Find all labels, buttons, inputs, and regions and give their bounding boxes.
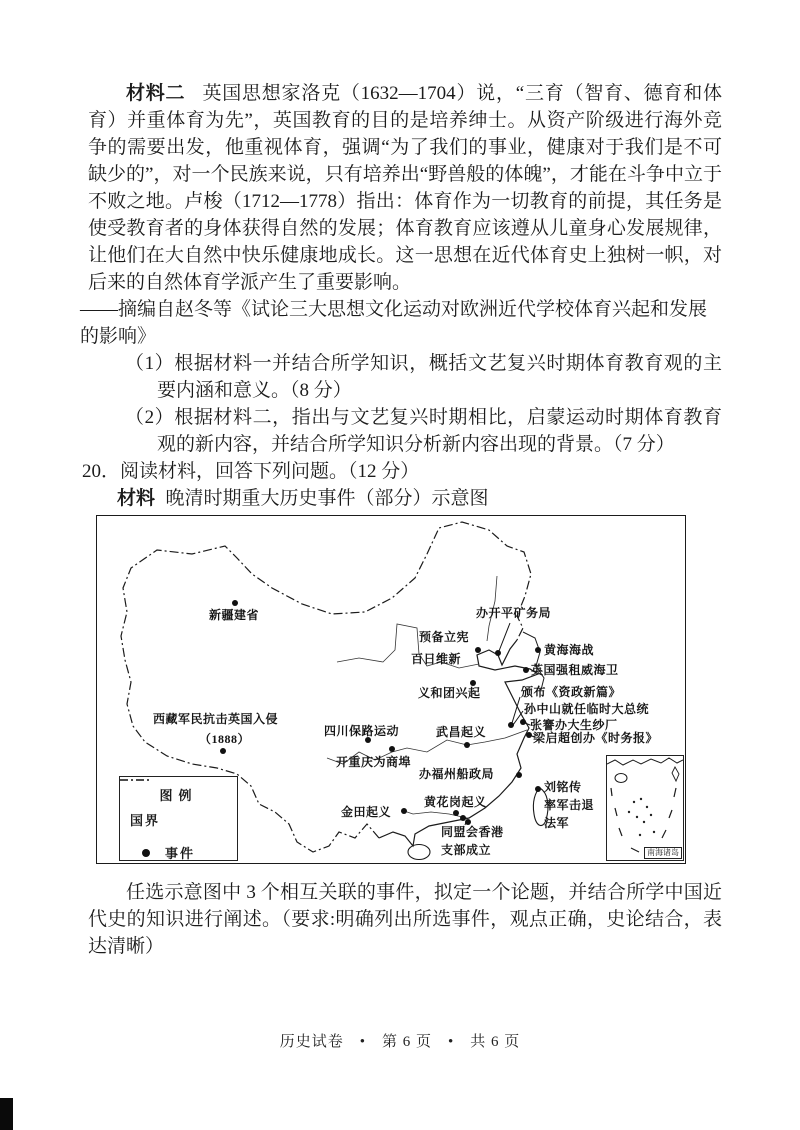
page-footer: 历史试卷 • 第 6 页 • 共 6 页 <box>279 1034 521 1050</box>
event-dot <box>464 742 470 748</box>
event-dot <box>232 600 238 606</box>
event-dot <box>460 815 466 821</box>
question-2-text: 根据材料二，指出与文艺复兴时期相比，启蒙运动时期体育教育观的新内容，并结合所学知识分析新内容出现的背景。（7 分） <box>157 407 722 455</box>
material2-paragraph <box>88 80 722 296</box>
question-1-text: 根据材料一并结合所学知识，概括文艺复兴时期体育教育观的主要内涵和意义。（8 分） <box>157 353 722 401</box>
legend-title: 图例 <box>159 788 198 803</box>
question-2 <box>88 404 722 458</box>
map-event-label: 新疆建省 <box>209 608 260 622</box>
map-event-label: 张謇办大生纱厂 <box>530 718 618 732</box>
event-dot <box>535 786 541 792</box>
china-map-figure <box>96 515 686 864</box>
event-dot <box>495 650 501 656</box>
question-1 <box>88 350 722 404</box>
inset-map-svg <box>607 756 683 859</box>
event-dot <box>220 748 226 754</box>
legend-boundary-row <box>130 810 237 829</box>
map-caption <box>88 485 722 512</box>
leader-line <box>499 623 510 651</box>
map-event-label: 办福州船政局 <box>419 767 495 781</box>
map-event-label: 西藏军民抗击英国入侵 <box>153 712 279 726</box>
hainan-island <box>408 845 430 860</box>
map-caption-text: 晚清时期重大历史事件（部分）示意图 <box>165 488 489 509</box>
south-china-sea-inset <box>606 755 684 861</box>
scan-artifact <box>0 1098 13 1130</box>
map-event-label: 刘铭传 <box>544 780 582 794</box>
event-dot <box>523 667 529 673</box>
map-caption-label: 材料 <box>117 488 156 509</box>
inset-label: 南海诸岛 <box>644 847 682 859</box>
map-event-label: 法军 <box>544 816 570 830</box>
event-dot <box>508 722 514 728</box>
boundary-line-icon <box>120 777 150 783</box>
event-dot <box>535 647 541 653</box>
map-event-label: 开重庆为商埠 <box>336 755 412 769</box>
map-event-label: 率军击退 <box>544 798 595 812</box>
map-event-label: 梁启超创办《时务报》 <box>533 731 659 745</box>
event-dot <box>516 772 522 778</box>
material2-text: 英国思想家洛克（1632—1704）说，“三育（智育、德育和体育）并重体育为先”，英国教育的目的是培养绅士。从资产阶级进行海外竞争的需要出发，他重视体育，强调“为了我们的事业，健康对于我们是不可缺少的”，对一个民族来说，只有培养出“野兽般的体魄”，才能在斗争中立于不败之地。卢梭（1712—1778）指出：体育作为一切教育的前提，其任务是使受教育者的身体获得自然的发展；体育教育应该遵从儿童身心发展规律，让他们在大自然中快乐健康地成长。这一思想在近代体育史上独树一帜，对后来的自然体育学派产生了重要影响。 <box>88 83 722 293</box>
material2-label: 材料二 <box>126 83 186 104</box>
legend-event-label: 事件 <box>165 846 196 861</box>
event-dot <box>526 732 532 738</box>
map-event-label: 孙中山就任临时大总统 <box>524 702 650 716</box>
event-dot <box>401 808 407 814</box>
map-event-label: 武昌起义 <box>436 725 487 739</box>
map-event-label: 义和团兴起 <box>418 686 481 700</box>
question-2-number: （2） <box>125 407 175 428</box>
event-dot <box>453 810 459 816</box>
map-event-label: 四川保路运动 <box>324 724 400 738</box>
map-event-label: 同盟会香港 <box>441 825 504 839</box>
attribution-line: ——摘编自赵冬等《试论三大思想文化运动对欧洲近代学校体育兴起和发展的影响》 <box>80 299 708 347</box>
map-event-label: 金田起义 <box>341 805 392 819</box>
map-event-label: 黄花岗起义 <box>424 795 487 809</box>
map-legend <box>119 776 238 861</box>
page-content <box>80 80 722 960</box>
legend-event-row <box>130 843 237 862</box>
question-1-number: （1） <box>125 353 175 374</box>
map-event-label: 英国强租威海卫 <box>531 663 619 677</box>
map-event-label: 预备立宪 <box>419 630 470 644</box>
map-event-label: 办开平矿务局 <box>476 606 552 620</box>
event-dot-icon <box>142 849 150 857</box>
task-paragraph: 任选示意图中 3 个相互关联的事件，拟定一个论题，并结合所学中国近代史的知识进行阐述。（要求:明确列出所选事件，观点正确，史论结合，表达清晰） <box>88 882 722 957</box>
event-dot <box>520 719 526 725</box>
legend-boundary-label: 国界 <box>130 813 161 828</box>
map-event-label: 黄海海战 <box>544 643 595 657</box>
map-event-label: 支部成立 <box>441 843 492 857</box>
map-event-label: 百日维新 <box>411 652 462 666</box>
event-dot <box>389 746 395 752</box>
map-event-label: 颁布《资政新篇》 <box>521 685 622 699</box>
question-20: 20．阅读材料，回答下列问题。（12 分） <box>82 461 420 482</box>
event-dot <box>475 647 481 653</box>
korea-outline <box>523 632 544 690</box>
map-event-label: （1888） <box>199 732 251 746</box>
